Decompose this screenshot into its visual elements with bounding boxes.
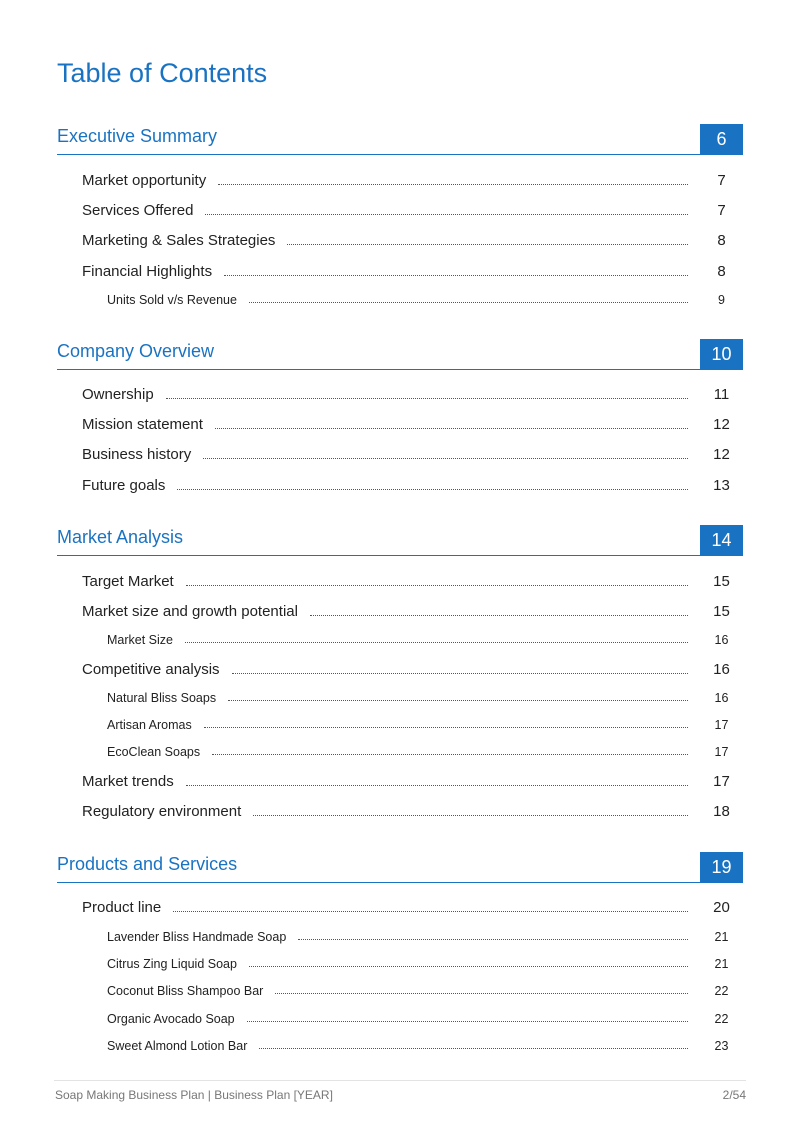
toc-entry-natural-bliss-soaps[interactable]	[107, 691, 743, 705]
toc-entry-label: Services Offered	[82, 202, 194, 219]
toc-entry-page: 12	[713, 416, 730, 433]
section-title: Executive Summary	[57, 126, 218, 146]
toc-entry-label: Sweet Almond Lotion Bar	[107, 1039, 248, 1053]
toc-entry-marketing-sales[interactable]	[82, 232, 743, 249]
dot-leader	[177, 489, 688, 490]
dot-leader	[185, 642, 688, 643]
toc-entry-units-sold-revenue[interactable]	[107, 293, 743, 307]
toc-entry-page: 21	[714, 930, 729, 944]
toc-entry-page: 22	[714, 984, 729, 998]
section-divider	[57, 154, 743, 155]
dot-leader	[247, 1021, 688, 1022]
dot-leader	[232, 673, 688, 674]
toc-entry-page: 7	[717, 202, 726, 219]
toc-entry-page: 17	[714, 718, 729, 732]
toc-entry-citrus-zing[interactable]	[107, 957, 743, 971]
toc-entry-mission-statement[interactable]	[82, 416, 743, 433]
toc-entry-target-market[interactable]	[82, 573, 743, 590]
dot-leader	[205, 214, 688, 215]
page-title: Table of Contents	[57, 58, 268, 88]
toc-entry-services-offered[interactable]	[82, 202, 743, 219]
toc-entry-label: Regulatory environment	[82, 803, 242, 820]
dot-leader	[215, 428, 688, 429]
toc-entry-label: Coconut Bliss Shampoo Bar	[107, 984, 264, 998]
toc-entry-page: 16	[713, 661, 730, 678]
toc-entry-label: Units Sold v/s Revenue	[107, 293, 237, 307]
dot-leader	[249, 966, 688, 967]
toc-section-products-services[interactable]	[57, 852, 743, 883]
section-page-number: 10	[700, 339, 743, 370]
toc-entry-sweet-almond[interactable]	[107, 1039, 743, 1053]
footer-divider	[54, 1080, 746, 1081]
toc-entry-organic-avocado[interactable]	[107, 1012, 743, 1026]
toc-entry-market-size[interactable]	[107, 633, 743, 647]
toc-entry-ecoclean-soaps[interactable]	[107, 745, 743, 759]
toc-entry-page: 7	[717, 172, 726, 189]
toc-entry-page: 12	[713, 446, 730, 463]
toc-entry-artisan-aromas[interactable]	[107, 718, 743, 732]
toc-entry-page: 21	[714, 957, 729, 971]
dot-leader	[186, 785, 688, 786]
dot-leader	[218, 184, 688, 185]
section-title: Company Overview	[57, 341, 215, 361]
toc-entry-page: 16	[714, 633, 729, 647]
toc-entry-label: Business history	[82, 446, 192, 463]
dot-leader	[275, 993, 688, 994]
toc-entry-competitive-analysis[interactable]	[82, 661, 743, 678]
toc-entry-page: 22	[714, 1012, 729, 1026]
dot-leader	[253, 815, 688, 816]
toc-entry-future-goals[interactable]	[82, 477, 743, 494]
toc-entry-label: Citrus Zing Liquid Soap	[107, 957, 237, 971]
toc-entry-page: 8	[717, 263, 726, 280]
dot-leader	[298, 939, 688, 940]
dot-leader	[203, 458, 688, 459]
toc-entry-page: 17	[713, 773, 730, 790]
toc-entry-page: 11	[713, 386, 730, 403]
section-divider	[57, 369, 743, 370]
toc-entry-ownership[interactable]	[82, 386, 743, 403]
toc-entry-page: 16	[714, 691, 729, 705]
toc-entry-financial-highlights[interactable]	[82, 263, 743, 280]
toc-entry-label: Competitive analysis	[82, 661, 220, 678]
toc-entry-lavender-bliss[interactable]	[107, 930, 743, 944]
toc-section-company-overview[interactable]	[57, 339, 743, 370]
toc-section-market-analysis[interactable]	[57, 525, 743, 556]
toc-entry-label: Target Market	[82, 573, 174, 590]
dot-leader	[287, 244, 688, 245]
dot-leader	[204, 727, 688, 728]
toc-entry-page: 23	[714, 1039, 729, 1053]
toc-entry-label: Lavender Bliss Handmade Soap	[107, 930, 287, 944]
section-page-number: 6	[700, 124, 743, 155]
toc-entry-label: Mission statement	[82, 416, 203, 433]
toc-entry-page: 9	[718, 293, 725, 307]
toc-entry-market-opportunity[interactable]	[82, 172, 743, 189]
section-divider	[57, 882, 743, 883]
section-page-number: 14	[700, 525, 743, 556]
toc-entry-page: 15	[713, 573, 730, 590]
dot-leader	[249, 302, 688, 303]
footer-page-number: 2/54	[722, 1088, 746, 1102]
toc-entry-label: Market size and growth potential	[82, 603, 298, 620]
toc-entry-page: 8	[717, 232, 726, 249]
toc-entry-label: Organic Avocado Soap	[107, 1012, 235, 1026]
section-divider	[57, 555, 743, 556]
toc-entry-market-size-growth[interactable]	[82, 603, 743, 620]
toc-entry-label: Market Size	[107, 633, 173, 647]
toc-entry-page: 13	[713, 477, 730, 494]
dot-leader	[173, 911, 688, 912]
toc-entry-label: Financial Highlights	[82, 263, 213, 280]
toc-entry-label: EcoClean Soaps	[107, 745, 201, 759]
dot-leader	[186, 585, 688, 586]
footer-document-title: Soap Making Business Plan | Business Plan [YEAR]	[55, 1088, 333, 1102]
dot-leader	[224, 275, 688, 276]
toc-entry-regulatory-environment[interactable]	[82, 803, 743, 820]
toc-entry-label: Artisan Aromas	[107, 718, 192, 732]
toc-entry-label: Product line	[82, 899, 162, 916]
toc-entry-page: 15	[713, 603, 730, 620]
section-page-number: 19	[700, 852, 743, 883]
toc-entry-page: 20	[713, 899, 730, 916]
dot-leader	[259, 1048, 688, 1049]
toc-entry-label: Ownership	[82, 386, 154, 403]
dot-leader	[310, 615, 688, 616]
toc-entry-coconut-bliss[interactable]	[107, 984, 743, 998]
toc-entry-business-history[interactable]	[82, 446, 743, 463]
toc-entry-market-trends[interactable]	[82, 773, 743, 790]
dot-leader	[228, 700, 688, 701]
toc-entry-label: Natural Bliss Soaps	[107, 691, 217, 705]
section-title: Market Analysis	[57, 527, 184, 547]
toc-entry-page: 17	[714, 745, 729, 759]
toc-entry-label: Marketing & Sales Strategies	[82, 232, 276, 249]
toc-entry-page: 18	[713, 803, 730, 820]
dot-leader	[166, 398, 688, 399]
toc-entry-product-line[interactable]	[82, 899, 743, 916]
toc-section-executive-summary[interactable]	[57, 124, 743, 155]
toc-entry-label: Market trends	[82, 773, 174, 790]
toc-entry-label: Future goals	[82, 477, 166, 494]
dot-leader	[212, 754, 688, 755]
toc-entry-label: Market opportunity	[82, 172, 207, 189]
section-title: Products and Services	[57, 854, 238, 874]
